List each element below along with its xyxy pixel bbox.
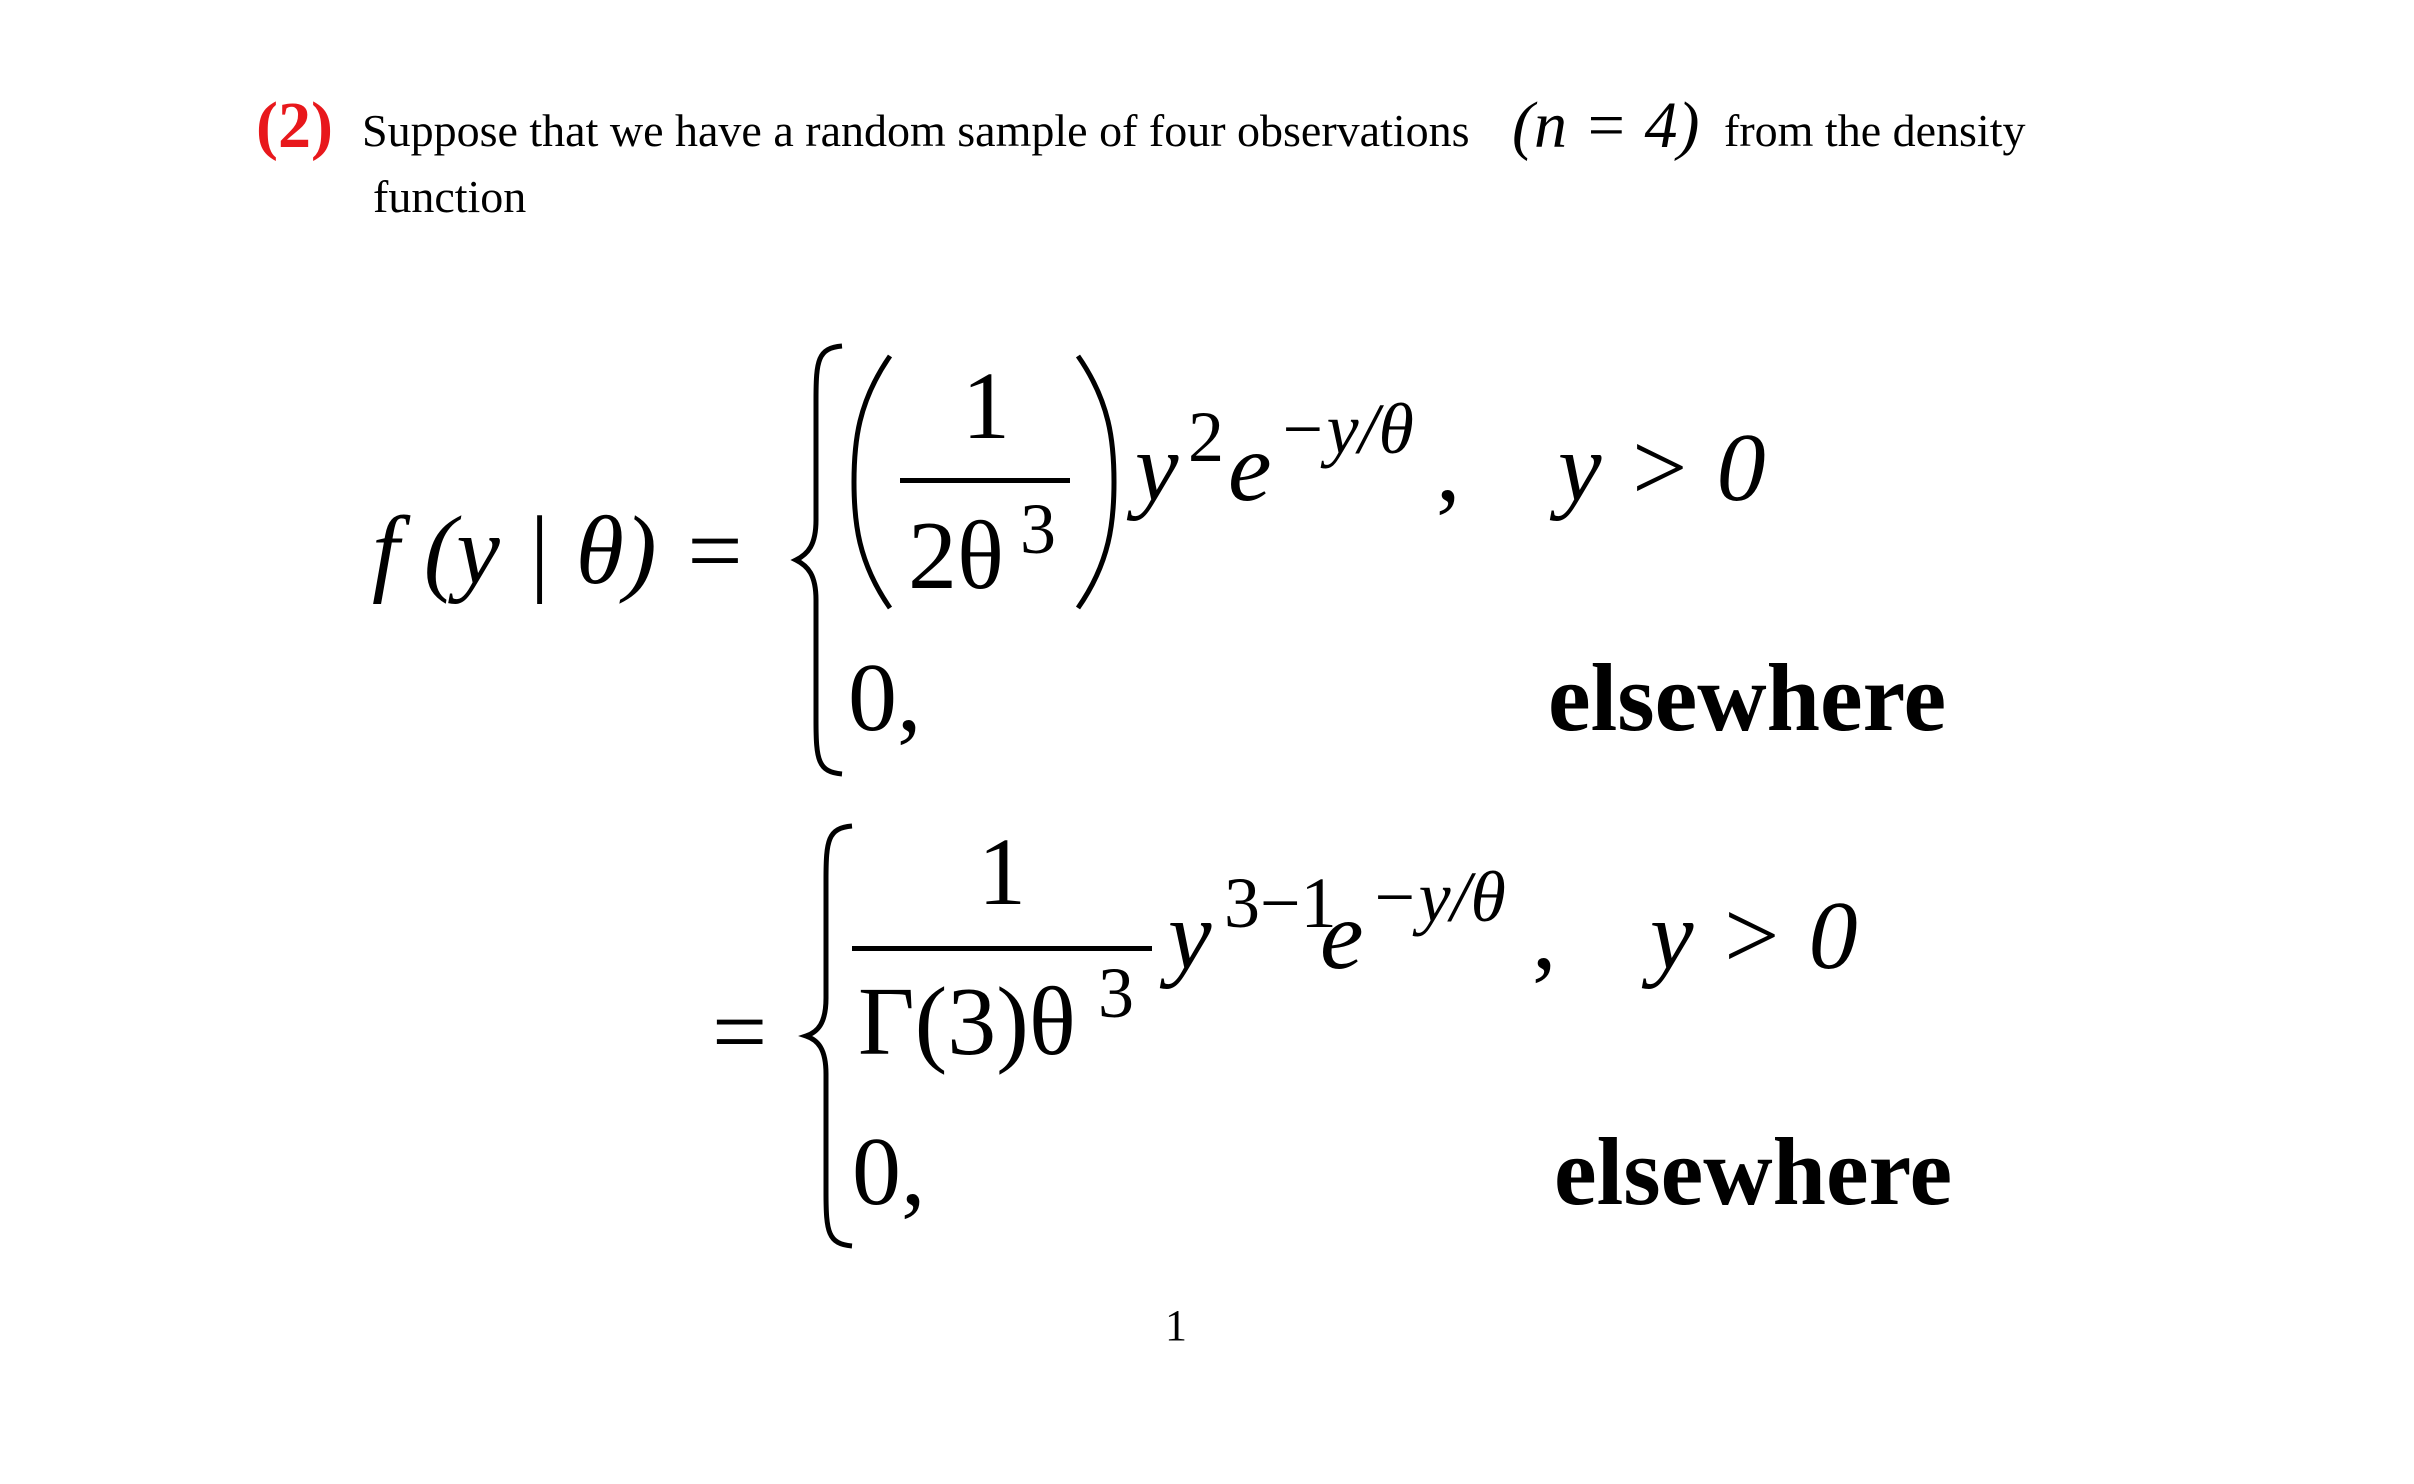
eq2-fraction-denominator: Γ(3)θ xyxy=(858,968,1076,1076)
eq1-y-exponent: 2 xyxy=(1188,397,1224,477)
eq2-case2-condition: elsewhere xyxy=(1554,1118,1953,1225)
eq2-condition: y > 0 xyxy=(1650,882,1858,990)
eq2-case2-value: 0, xyxy=(852,1118,926,1226)
eq1-left-paren xyxy=(846,352,896,612)
eq1-case2-condition: elsewhere xyxy=(1548,644,1947,751)
problem-text-line2: function xyxy=(373,171,527,222)
eq1-case2-value: 0, xyxy=(848,644,922,752)
eq1-e: e xyxy=(1228,414,1272,522)
eq1-fraction-denominator: 2θ xyxy=(908,502,1004,610)
eq1-lhs: f (y | θ) = xyxy=(372,497,748,605)
eq2-left-brace xyxy=(800,820,860,1250)
eq2-e-exponent: −y/θ xyxy=(1370,857,1506,937)
eq1-right-paren xyxy=(1072,352,1122,612)
eq1-fraction-bar xyxy=(900,478,1070,483)
page-number: 1 xyxy=(1165,1301,1187,1350)
problem-text-before: Suppose that we have a random sample of four observations xyxy=(362,105,1470,156)
eq2-e: e xyxy=(1320,882,1364,990)
eq1-left-brace xyxy=(790,340,850,780)
eq1-fraction-denominator-exponent: 3 xyxy=(1020,489,1056,569)
eq2-fraction-denominator-exponent: 3 xyxy=(1098,953,1134,1033)
eq1-y: y xyxy=(1135,414,1179,522)
eq2-y-exponent: 3−1 xyxy=(1224,863,1337,943)
problem-number: (2) xyxy=(256,89,333,162)
eq2-fraction-numerator: 1 xyxy=(978,818,1026,925)
eq2-lhs-equals: = xyxy=(712,978,768,1086)
eq2-y: y xyxy=(1168,882,1212,990)
sample-size-expression: (n = 4) xyxy=(1512,89,1700,162)
eq1-fraction-numerator: 1 xyxy=(962,352,1010,459)
eq1-comma: , xyxy=(1436,414,1461,522)
eq2-comma: , xyxy=(1532,882,1557,990)
eq1-condition: y > 0 xyxy=(1558,414,1766,522)
problem-text-after: from the density xyxy=(1724,105,2026,156)
eq2-fraction-bar xyxy=(852,946,1152,951)
eq1-e-exponent: −y/θ xyxy=(1278,389,1414,469)
